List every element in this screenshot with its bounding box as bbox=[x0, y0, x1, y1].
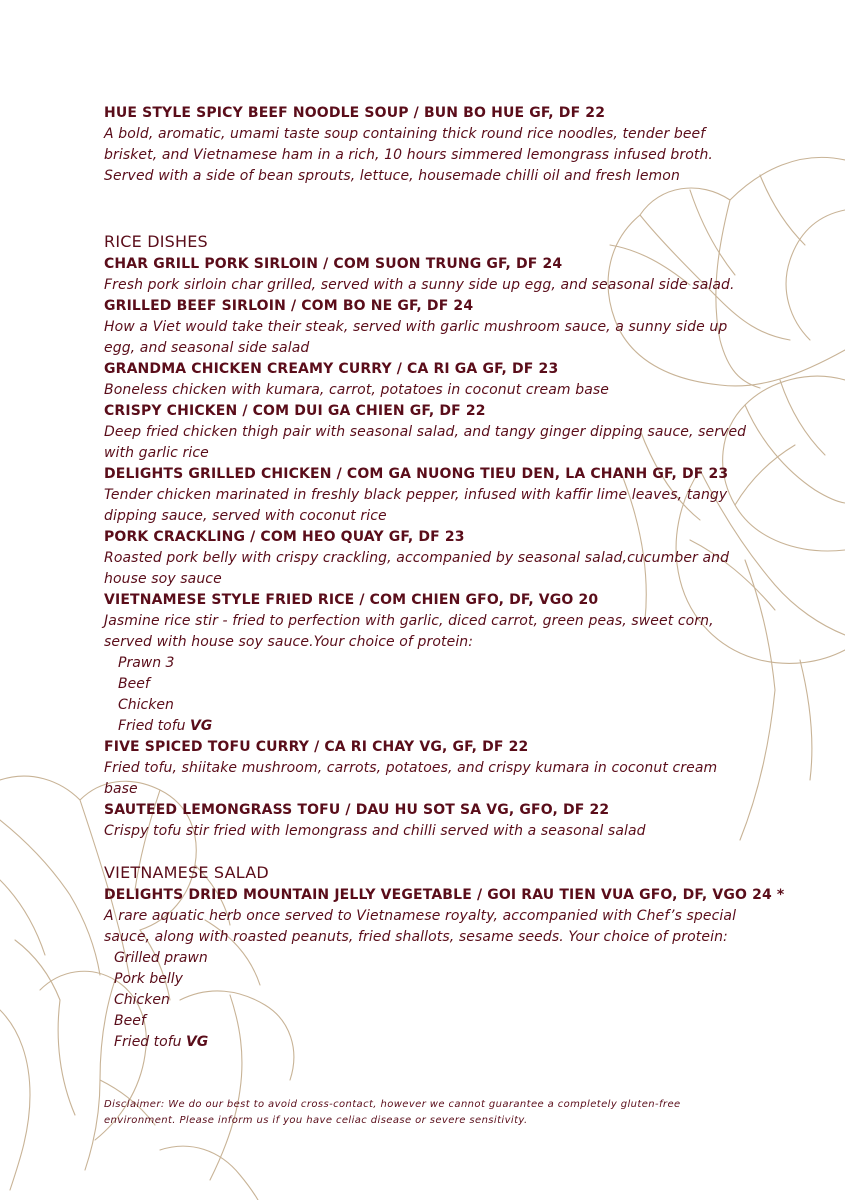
section-heading-vietnamese-salad: VIETNAMESE SALAD bbox=[104, 863, 269, 882]
menu-item-title: GRANDMA CHICKEN CREAMY CURRY / CA RI GA GF, DF 23 bbox=[104, 361, 559, 377]
menu-item-com-dui-ga-chien bbox=[104, 401, 804, 464]
description-line: Served with a side of bean sprouts, lettuce, housemade chilli oil and fresh lemon bbox=[104, 168, 680, 184]
protein-option-label: Fried tofu bbox=[114, 1034, 182, 1050]
menu-item-title: PORK CRACKLING / COM HEO QUAY GF, DF 23 bbox=[104, 529, 465, 545]
menu-item-title: SAUTEED LEMONGRASS TOFU / DAU HU SOT SA VG, GFO, DF 22 bbox=[104, 802, 610, 818]
description-line: A bold, aromatic, umami taste soup containing thick round rice noodles, tender beef bbox=[104, 126, 706, 142]
protein-option: Chicken bbox=[114, 992, 170, 1008]
menu-item-description bbox=[104, 485, 804, 527]
description-line: Crispy tofu stir fried with lemongrass and chilli served with a seasonal salad bbox=[104, 823, 646, 839]
menu-item-description bbox=[104, 422, 804, 464]
menu-item-ca-ri-ga bbox=[104, 359, 804, 401]
description-line: sauce, along with roasted peanuts, fried shallots, sesame seeds. Your choice of protein: bbox=[104, 929, 728, 945]
description-line: Boneless chicken with kumara, carrot, potatoes in coconut cream base bbox=[104, 382, 609, 398]
description-line: brisket, and Vietnamese ham in a rich, 10 hours simmered lemongrass infused broth. bbox=[104, 147, 713, 163]
menu-item-description bbox=[104, 611, 804, 653]
protein-option bbox=[118, 716, 804, 737]
protein-option: Chicken bbox=[118, 697, 174, 713]
menu-item-com-ga-nuong bbox=[104, 464, 804, 527]
protein-option: Pork belly bbox=[114, 971, 183, 987]
description-line: Fresh pork sirloin char grilled, served with a sunny side up egg, and seasonal side salad. bbox=[104, 277, 735, 293]
menu-item-dau-hu-sot-sa bbox=[104, 800, 804, 842]
menu-item-description bbox=[104, 380, 804, 401]
menu-item-title: VIETNAMESE STYLE FRIED RICE / COM CHIEN GFO, DF, VGO 20 bbox=[104, 592, 599, 608]
menu-item-description bbox=[104, 548, 804, 590]
protein-option-label: Fried tofu bbox=[118, 718, 186, 734]
description-line: egg, and seasonal side salad bbox=[104, 340, 310, 356]
description-line: Deep fried chicken thigh pair with seasonal salad, and tangy ginger dipping sauce, served bbox=[104, 424, 747, 440]
description-line: Fried tofu, shiitake mushroom, carrots, potatoes, and crispy kumara in coconut cream bbox=[104, 760, 718, 776]
protein-option: Prawn 3 bbox=[118, 655, 175, 671]
menu-item-bun-bo-hue bbox=[104, 103, 804, 187]
menu-item-com-heo-quay bbox=[104, 527, 804, 590]
menu-item-description bbox=[104, 124, 804, 187]
menu-item-description bbox=[104, 317, 804, 359]
menu-item-ca-ri-chay bbox=[104, 737, 804, 800]
menu-item-description bbox=[104, 275, 804, 296]
menu-item-title: HUE STYLE SPICY BEEF NOODLE SOUP / BUN BO HUE GF, DF 22 bbox=[104, 105, 606, 121]
description-line: with garlic rice bbox=[104, 445, 209, 461]
description-line: base bbox=[104, 781, 138, 797]
menu-item-title: CRISPY CHICKEN / COM DUI GA CHIEN GF, DF 22 bbox=[104, 403, 486, 419]
menu-item-com-chien bbox=[104, 590, 804, 737]
protein-options bbox=[104, 653, 804, 737]
disclaimer bbox=[104, 1097, 744, 1129]
menu-content bbox=[104, 103, 804, 1053]
menu-item-description bbox=[104, 758, 804, 800]
menu-item-title: DELIGHTS GRILLED CHICKEN / COM GA NUONG TIEU DEN, LA CHANH GF, DF 23 bbox=[104, 466, 729, 482]
menu-item-description bbox=[104, 821, 804, 842]
menu-item-title: GRILLED BEEF SIRLOIN / COM BO NE GF, DF 24 bbox=[104, 298, 474, 314]
menu-item-title: DELIGHTS DRIED MOUNTAIN JELLY VEGETABLE / GOI RAU TIEN VUA GFO, DF, VGO 24 * bbox=[104, 887, 785, 903]
menu-item-title: CHAR GRILL PORK SIRLOIN / COM SUON TRUNG GF, DF 24 bbox=[104, 256, 563, 272]
menu-item-com-suon-trung bbox=[104, 254, 804, 296]
description-line: Tender chicken marinated in freshly black pepper, infused with kaffir lime leaves, tangy bbox=[104, 487, 728, 503]
menu-item-goi-rau-tien-vua bbox=[104, 885, 804, 1053]
disclaimer-line: environment. Please inform us if you have celiac disease or severe sensitivity. bbox=[104, 1115, 528, 1126]
protein-option: Grilled prawn bbox=[114, 950, 208, 966]
description-line: How a Viet would take their steak, served with garlic mushroom sauce, a sunny side up bbox=[104, 319, 728, 335]
vegan-tag: VG bbox=[189, 718, 213, 734]
protein-option: Beef bbox=[114, 1013, 146, 1029]
description-line: Roasted pork belly with crispy crackling, accompanied by seasonal salad,cucumber and bbox=[104, 550, 730, 566]
description-line: A rare aquatic herb once served to Vietnamese royalty, accompanied with Chef’s special bbox=[104, 908, 737, 924]
description-line: Jasmine rice stir - fried to perfection with garlic, diced carrot, green peas, sweet corn, bbox=[104, 613, 714, 629]
menu-item-com-bo-ne bbox=[104, 296, 804, 359]
protein-option bbox=[114, 1032, 804, 1053]
disclaimer-line: Disclaimer: We do our best to avoid cross-contact, however we cannot guarantee a completely gluten-free bbox=[104, 1099, 681, 1110]
section-heading-rice-dishes: RICE DISHES bbox=[104, 232, 208, 251]
menu-item-description bbox=[104, 906, 804, 948]
description-line: dipping sauce, served with coconut rice bbox=[104, 508, 387, 524]
description-line: served with house soy sauce.Your choice of protein: bbox=[104, 634, 474, 650]
protein-options bbox=[104, 948, 804, 1053]
vegan-tag: VG bbox=[185, 1034, 209, 1050]
description-line: house soy sauce bbox=[104, 571, 222, 587]
protein-option: Beef bbox=[118, 676, 150, 692]
menu-item-title: FIVE SPICED TOFU CURRY / CA RI CHAY VG, GF, DF 22 bbox=[104, 739, 529, 755]
